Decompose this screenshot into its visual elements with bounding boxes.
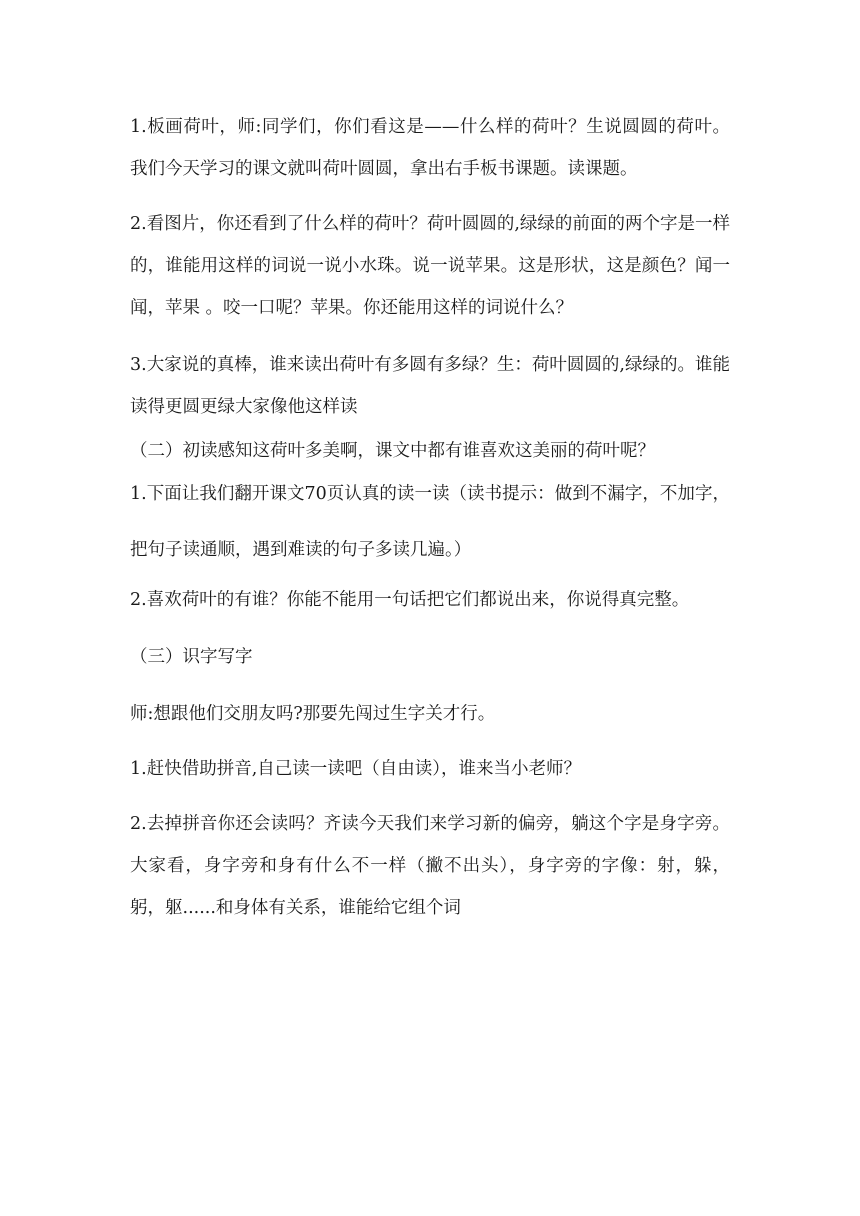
paragraph-9: 1.赶快借助拼音,自己读一读吧（自由读），谁来当小老师？: [130, 759, 582, 779]
section-heading-3: （三）识字写字: [130, 647, 253, 667]
paragraph-6: 2.喜欢荷叶的有谁？你能不能用一句话把它们都说出来，你说得真完整。: [130, 590, 690, 610]
paragraph-2: 2.看图片，你还看到了什么样的荷叶？荷叶圆圆的,绿绿的前面的两个字是一样的，谁能用这样的词说一说小水珠。说一说苹果。这是形状，这是颜色？闻一闻，苹果 。咬一口呢？苹果。你还能用这样的词说什么？: [130, 214, 730, 318]
paragraph-3: 3.大家说的真棒，谁来读出荷叶有多圆有多绿？生：荷叶圆圆的,绿绿的。谁能读得更圆更绿大家像他这样读: [130, 355, 730, 417]
section-heading-2: （二）初读感知这荷叶多美啊，课文中都有谁喜欢这美丽的荷叶呢？: [130, 441, 655, 461]
paragraph-1: 1.板画荷叶，师:同学们，你们看这是——什么样的荷叶？生说圆圆的荷叶。我们今天学习的课文就叫荷叶圆圆，拿出右手板书课题。读课题。: [130, 117, 730, 179]
paragraph-5: 1.下面让我们翻开课文70页认真的读一读（读书提示：做到不漏字，不加字，把句子读通顺，遇到难读的句子多读几遍。）: [130, 484, 730, 560]
document-page: [130, 106, 730, 929]
paragraph-8: 师:想跟他们交朋友吗?那要先闯过生字关才行。: [130, 704, 496, 724]
paragraph-10: 2.去掉拼音你还会读吗？齐读今天我们来学习新的偏旁，躺这个字是身字旁。大家看，身字旁和身有什么不一样（撇不出头），身字旁的字像：射，躲，躬，躯......和身体有关系，谁能给它组个词: [130, 814, 730, 918]
